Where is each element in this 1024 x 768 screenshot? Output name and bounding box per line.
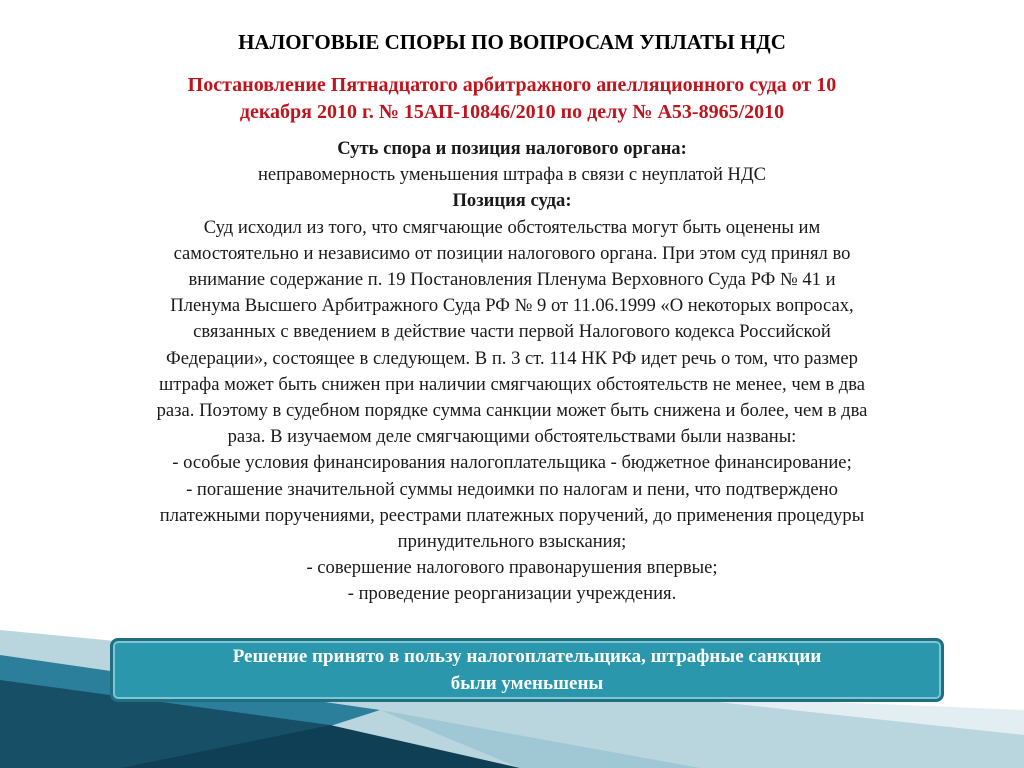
court-line: внимание содержание п. 19 Постановления Пленума Верховного Суда РФ № 41 и bbox=[188, 269, 836, 291]
court-line: связанных с введением в действие части первой Налогового кодекса Российской bbox=[193, 321, 831, 343]
court-line: Пленума Высшего Арбитражного Суда РФ № 9 от 11.06.1999 «О некоторых вопросах, bbox=[170, 295, 854, 317]
circumstance-line: - совершение налогового правонарушения впервые; bbox=[306, 557, 718, 579]
court-line: самостоятельно и независимо от позиции налогового органа. При этом суд принял во bbox=[173, 242, 851, 264]
dispute-heading: Суть спора и позиция налогового органа: bbox=[337, 138, 687, 159]
circumstance-line: - особые условия финансирования налогоплательщика - бюджетное финансирование; bbox=[172, 452, 852, 474]
court-line: раза. В изучаемом деле смягчающими обстоятельствами были названы: bbox=[227, 426, 797, 448]
court-line: раза. Поэтому в судебном порядке сумма санкции может быть снижена и более, чем в два bbox=[156, 400, 868, 422]
ruling-reference bbox=[100, 72, 924, 126]
conclusion-box bbox=[110, 638, 944, 702]
conclusion-text bbox=[233, 643, 822, 697]
conclusion-line-2: были уменьшены bbox=[450, 673, 604, 694]
court-line: штрафа может быть снижен при наличии смягчающих обстоятельств не менее, чем в два bbox=[158, 373, 866, 395]
slide-title: НАЛОГОВЫЕ СПОРЫ ПО ВОПРОСАМ УПЛАТЫ НДС bbox=[238, 30, 786, 54]
conclusion-line-1: Решение принято в пользу налогоплательщика, штрафные санкции bbox=[232, 646, 822, 667]
dispute-text: неправомерность уменьшения штрафа в связи с неуплатой НДС bbox=[257, 164, 767, 186]
court-line: Суд исходил из того, что смягчающие обстоятельства могут быть оценены им bbox=[203, 216, 821, 238]
circumstance-line: - погашение значительной суммы недоимки по налогам и пени, что подтверждено bbox=[186, 478, 838, 500]
court-line: Федерации», состоящее в следующем. В п. 3 ст. 114 НК РФ идет речь о том, что размер bbox=[166, 347, 858, 369]
ruling-reference-line-2: декабря 2010 г. № 15АП-10846/2010 по делу № А53-8965/2010 bbox=[239, 101, 785, 123]
circumstance-line: - проведение реорганизации учреждения. bbox=[347, 583, 677, 605]
ruling-reference-line-1: Постановление Пятнадцатого арбитражного апелляционного суда от 10 bbox=[187, 74, 837, 96]
circumstance-line: принудительного взыскания; bbox=[397, 531, 627, 553]
circumstance-line: платежными поручениями, реестрами платежных поручений, до применения процедуры bbox=[159, 504, 865, 526]
court-heading: Позиция суда: bbox=[452, 190, 572, 212]
case-body bbox=[70, 136, 954, 608]
